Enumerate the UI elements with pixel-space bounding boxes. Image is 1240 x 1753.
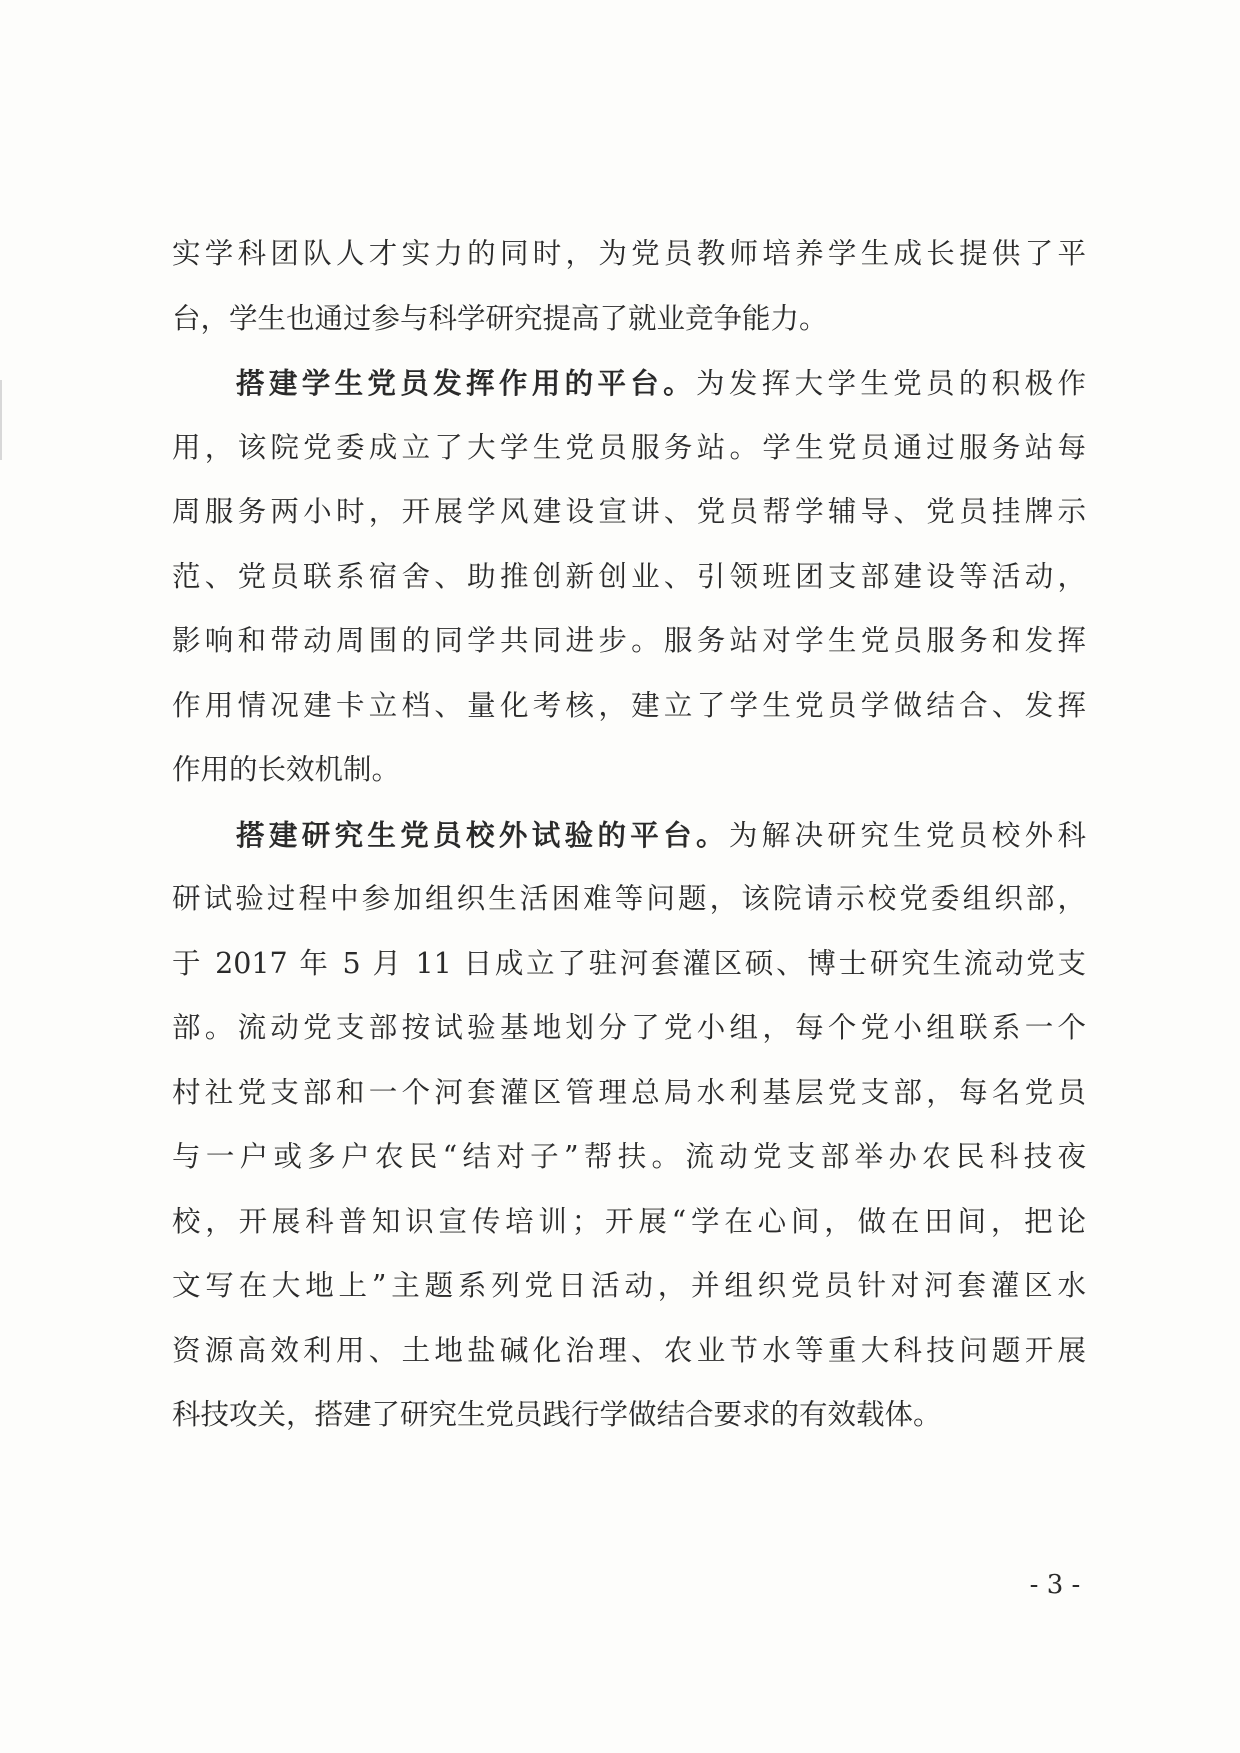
line-text: 资源高效利用、土地盐碱化治理、农业节水等重大科技问题开展 xyxy=(172,1333,1086,1367)
line-text: 作用的长效机制。 xyxy=(172,753,401,786)
page-number xyxy=(0,1570,1240,1600)
page-number-text: - 3 - xyxy=(1029,1570,1081,1600)
scan-edge-mark xyxy=(0,380,2,460)
line-text: 部。流动党支部按试验基地划分了党小组，每个党小组联系一个 xyxy=(172,1011,1086,1044)
text-line xyxy=(172,674,1086,739)
text-line xyxy=(172,1319,1086,1384)
text-line xyxy=(172,996,1086,1061)
text-line xyxy=(172,416,1086,481)
text-line xyxy=(172,1061,1086,1126)
section-heading-line xyxy=(172,803,1086,868)
text-line xyxy=(172,932,1086,997)
text-line xyxy=(172,1254,1086,1319)
text-line xyxy=(172,287,1086,352)
line-text: 用，该院党委成立了大学生党员服务站。学生党员通过服务站每 xyxy=(172,430,1086,464)
line-text: 为解决研究生党员校外科 xyxy=(728,818,1086,852)
text-line xyxy=(172,867,1086,932)
line-text: 村社党支部和一个河套灌区管理总局水利基层党支部，每名党员 xyxy=(172,1075,1086,1109)
text-line xyxy=(172,480,1086,545)
text-line xyxy=(172,545,1086,610)
body-text xyxy=(172,222,1086,1448)
line-text: 研试验过程中参加组织生活困难等问题，该院请示校党委组织部， xyxy=(172,882,1086,915)
line-text: 为发挥大学生党员的积极作 xyxy=(696,367,1086,400)
line-text: 周服务两小时，开展学风建设宣讲、党员帮学辅导、党员挂牌示 xyxy=(172,495,1086,528)
text-line xyxy=(172,1125,1086,1190)
text-line xyxy=(172,609,1086,674)
line-text: 校，开展科普知识宣传培训；开展“学在心间，做在田间，把论 xyxy=(172,1204,1086,1238)
line-text: 影响和带动周围的同学共同进步。服务站对学生党员服务和发挥 xyxy=(172,624,1086,657)
section-heading: 搭建研究生党员校外试验的平台。 xyxy=(236,817,729,852)
section-heading-line xyxy=(172,351,1086,416)
line-text: 台，学生也通过参与科学研究提高了就业竞争能力。 xyxy=(172,301,828,335)
line-text: 范、党员联系宿舍、助推创新创业、引领班团支部建设等活动， xyxy=(172,559,1086,593)
text-line xyxy=(172,1383,1086,1448)
line-text: 作用情况建卡立档、量化考核，建立了学生党员学做结合、发挥 xyxy=(172,688,1086,722)
section-heading: 搭建学生党员发挥作用的平台。 xyxy=(236,366,697,400)
line-text: 科技攻关，搭建了研究生党员践行学做结合要求的有效载体。 xyxy=(172,1398,942,1431)
line-text: 于 2017 年 5 月 11 日成立了驻河套灌区硕、博士研究生流动党支 xyxy=(172,946,1086,980)
text-line xyxy=(172,738,1086,803)
line-text: 实学科团队人才实力的同时，为党员教师培养学生成长提供了平 xyxy=(172,237,1086,270)
line-text: 与一户或多户农民“结对子”帮扶。流动党支部举办农民科技夜 xyxy=(172,1140,1086,1173)
line-text: 文写在大地上”主题系列党日活动，并组织党员针对河套灌区水 xyxy=(172,1269,1086,1302)
text-line xyxy=(172,1190,1086,1255)
text-line xyxy=(172,222,1086,287)
